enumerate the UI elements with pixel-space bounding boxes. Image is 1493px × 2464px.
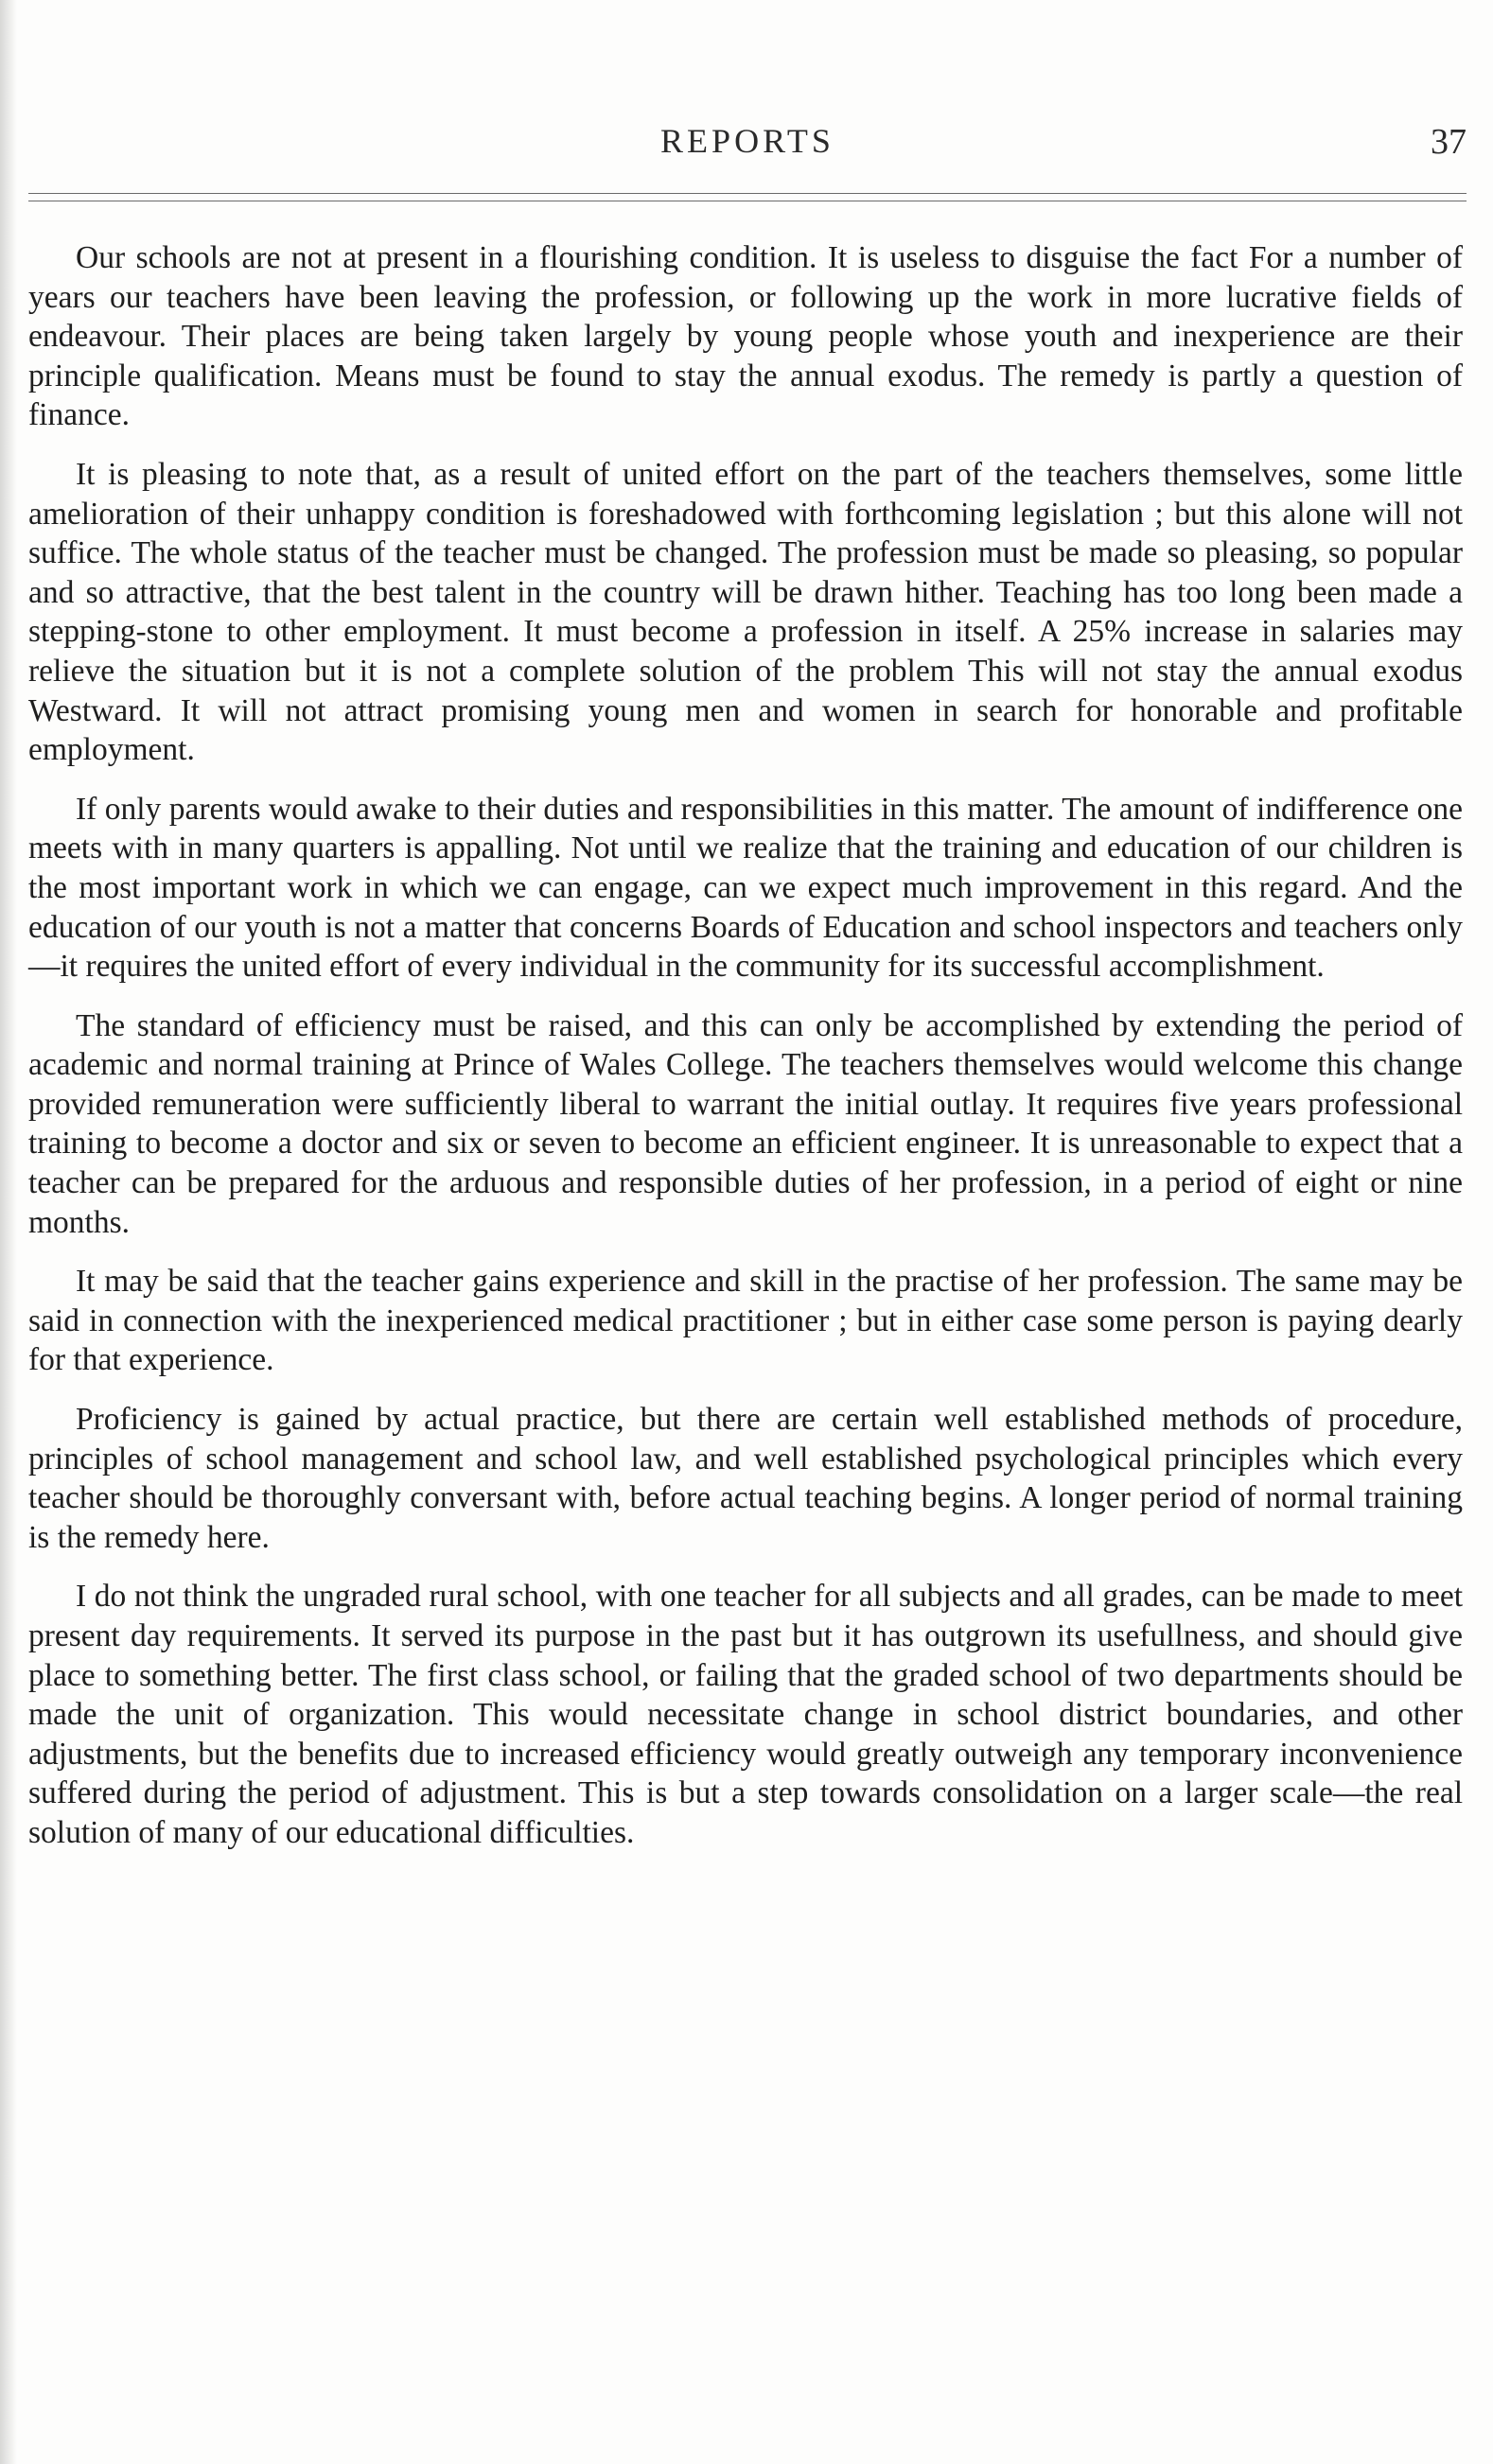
- page-header: [28, 121, 1467, 178]
- page-edge-shadow: [0, 0, 17, 2464]
- paragraph-parents-duties: If only parents would awake to their duties and responsibilities in this matter. The amount of indifference one meets with in many quarters is appalling. Not until we realize that the training and education of our children is the most important work in which we can engage, can we expect much improvement in this regard. And the education of our youth is not a matter that concerns Boards of Education and school inspectors and teachers only—it requires the united effort of every individual in the community for its successful accomplishment.: [28, 791, 1463, 985]
- paragraph-schools-condition: Our schools are not at present in a flourishing condition. It is useless to disguise the fact For a number of years our teachers have been leaving the profession, or following up the work in more lucrative fields of endeavour. Their places are being taken largely by young people whose youth and inexperience are their principle qualification. Means must be found to stay the annual exodus. The remedy is partly a question of finance.: [28, 240, 1463, 433]
- report-body: [28, 238, 1463, 1873]
- running-head: REPORTS: [660, 122, 834, 160]
- paragraph-teacher-status: It is pleasing to note that, as a result of united effort on the part of the teachers themselves, some little amelioration of their unhappy condition is foreshadowed with forthcoming legislation ; but this alone will not suffice. The whole status of the teacher must be changed. The profession must be made so pleasing, so popular and so attractive, that the best talent in the country will be drawn hither. Teaching has too long been made a stepping-stone to other employment. It must become a profession in itself. A 25% increase in salaries may relieve the situation but it is not a complete solution of the problem This will not stay the annual exodus Westward. It will not attract promising young men and women in search for honorable and profitable employment.: [28, 456, 1463, 768]
- paragraph-rural-school: I do not think the ungraded rural school, with one teacher for all subjects and all grades, can be made to meet present day requirements. It served its purpose in the past but it has outgrown its usefullness, and should give place to something better. The first class school, or failing that the graded school of two departments should be made the unit of organization. This would necessitate change in school district boundaries, and other adjustments, but the benefits due to increased efficiency would greatly outweigh any temporary inconvenience suffered during the period of adjustment. This is but a step towards consolidation on a larger scale—the real solution of many of our educational difficulties.: [28, 1579, 1463, 1850]
- paragraph-standard-efficiency: The standard of efficiency must be raised, and this can only be accomplished by extending the period of academic and normal training at Prince of Wales College. The teachers themselves would welcome this change provided remuneration were sufficiently liberal to warrant the initial outlay. It requires five years professional training to become a doctor and six or seven to become an efficient engineer. It is unreasonable to expect that a teacher can be prepared for the arduous and responsible duties of her profession, in a period of eight or nine months.: [28, 1007, 1463, 1240]
- paragraph-proficiency: Proficiency is gained by actual practice, but there are certain well established methods of procedure, principles of school management and school law, and well established psychological principles which every teacher should be thoroughly conversant with, before actual teaching begins. A longer period of normal training is the remedy here.: [28, 1402, 1463, 1555]
- header-rule-top: [28, 193, 1467, 194]
- paragraph-experience-skill: It may be said that the teacher gains experience and skill in the practise of her profession. The same may be said in connection with the inexperienced medical practitioner ; but in either case some person is paying dearly for that experience.: [28, 1264, 1463, 1378]
- page-number: 37: [1431, 122, 1467, 162]
